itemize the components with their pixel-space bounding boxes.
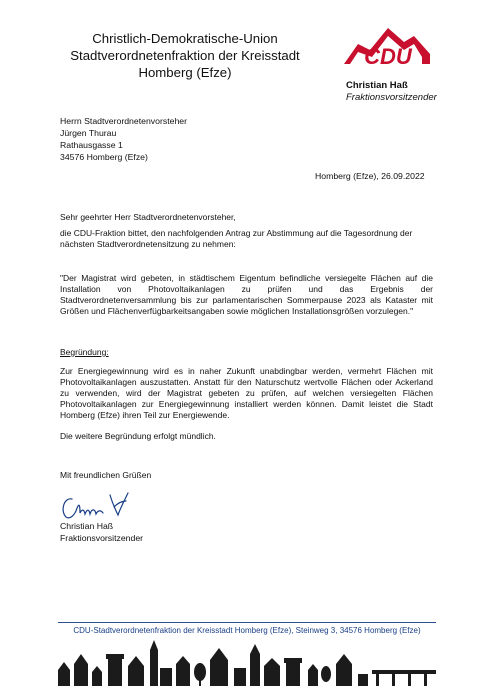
signature-title: Fraktionsvorsitzender [60, 532, 144, 543]
motion-paragraph: "Der Magistrat wird gebeten, in städtischem Eigentum befindliche versiegelte Flächen auf die Installation von Photovoltaikanlagen zu prüfen und das Ergebnis der Stadtverordnetenversammlung bis zur parlamentarischen Sommerpause 2023 als Kataster mit Größen und Flächenverfügbarkeitsangaben sowie möglichen Installationsgrößen vorzulegen." [60, 273, 433, 317]
salutation: Sehr geehrter Herr Stadtverordnetenvorsteher, [60, 212, 236, 222]
signature-block [60, 521, 143, 544]
handwritten-signature-icon [58, 491, 148, 523]
org-name-line3: Homberg (Efze) [138, 65, 232, 80]
recipient-line1: Herrn Stadtverordnetenvorsteher [60, 116, 187, 126]
org-name-line1: Christlich-Demokratische-Union [92, 31, 278, 46]
recipient-address [60, 115, 187, 163]
organization-header [60, 30, 310, 81]
further-note: Die weitere Begründung erfolgt mündlich. [60, 431, 216, 441]
recipient-line2: Jürgen Thurau [60, 128, 117, 138]
reasoning-heading: Begründung: [60, 347, 109, 357]
reasoning-paragraph: Zur Energiegewinnung wird es in naher Zukunft unabdingbar werden, vermehrt Flächen mit Photovoltaikanlagen auszustatten. Anstatt für den Naturschutz wertvolle Flächen oder Ackerland zu verwenden, wird der Magistrat gebeten zu prüfen, auf welchen versiegelten Flächen Photovoltaikanlagen zur Energiegewinnung installiert werden können. Damit leistet die Stadt Homberg (Efze) ihren Teil zur Energiewende. [60, 366, 433, 421]
cdu-logo-icon [336, 24, 436, 74]
signer-header-title: Fraktionsvorsitzender [346, 92, 437, 103]
signer-header [346, 80, 437, 104]
town-skyline-icon [58, 640, 436, 686]
recipient-line3: Rathausgasse 1 [60, 140, 123, 150]
cdu-logo-text: CDU [364, 44, 412, 69]
recipient-line4: 34576 Homberg (Efze) [60, 152, 148, 162]
intro-paragraph: die CDU-Fraktion bittet, den nachfolgenden Antrag zur Abstimmung auf die Tagesordnung der nächsten Stadtverordnetensitzung zu nehmen: [60, 228, 413, 250]
footer-divider [58, 622, 436, 623]
letter-date: Homberg (Efze), 26.09.2022 [315, 171, 425, 181]
footer-address: CDU-Stadtverordnetenfraktion der Kreisstadt Homberg (Efze), Steinweg 3, 34576 Homberg (Efze) [73, 626, 421, 635]
closing-line: Mit freundlichen Grüßen [60, 470, 152, 480]
signature-name: Christian Haß [60, 521, 114, 531]
org-name-line2: Stadtverordnetenfraktion der Kreisstadt [70, 48, 300, 63]
signer-header-name: Christian Haß [346, 80, 408, 91]
